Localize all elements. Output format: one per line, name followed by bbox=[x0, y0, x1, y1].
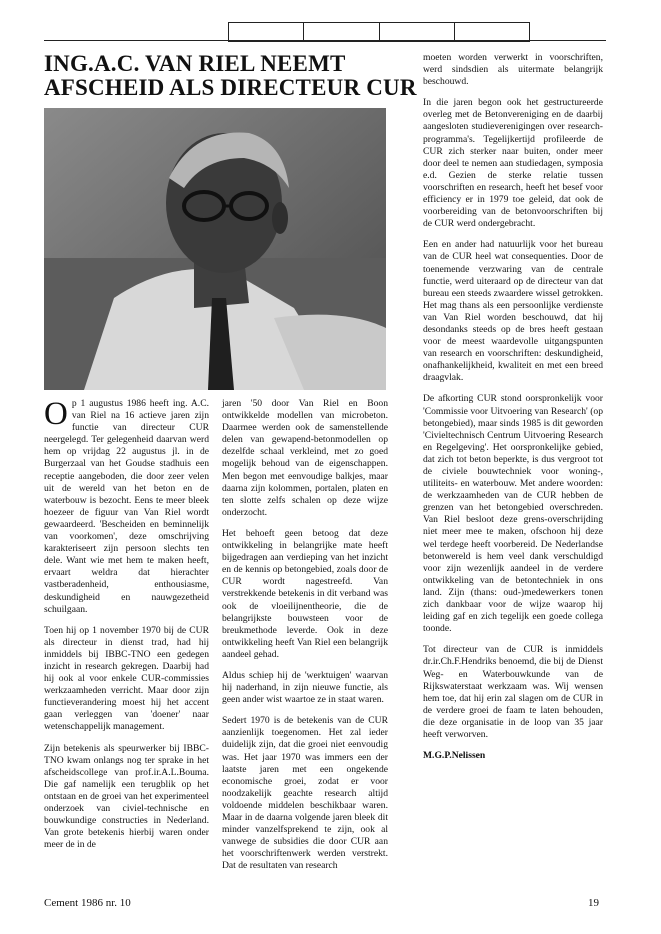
paragraph: moeten worden verwerkt in voorschriften, werd sindsdien als uitermate belangrijk beschouwd. bbox=[423, 52, 603, 88]
header-box-cell bbox=[304, 23, 379, 41]
paragraph: Het behoeft geen betoog dat deze ontwikkeling in belangrijke mate heeft bijgedragen aan verdieping van het inzicht en de kennis op betongebied, zoals door de CUR wordt nagestreefd. Van verstrekkende betekenis in dit verband was ook de vloeilijnentheorie, die de belangrijkste bouwsteen voor de breukmethode leverde. Ook in deze ontwikkeling heeft Van Riel een belangrijk aandeel gehad. bbox=[222, 527, 388, 660]
paragraph: De afkorting CUR stond oorspronkelijk voor 'Commissie voor Uitvoering van Research' (op betongebied), maar sinds 1985 is dit geworden 'Civieltechnisch Centrum Uitvoering Research en Regelgeving'. Het oorspronkelijke gebied, dat zich tot beton beperkte, is dus vergroot tot de civiele bouwtechniek voor woning-, utiliteits- en waterbouw. Met andere woorden: de werkzaamheden van de CUR hebben de grenzen van het betongebied overschreden. Van Riel besloot deze grens-overschrijding niet meer mee te maken, ofschoon hij deze wel terdege heeft voorbereid. De Nederlandse betonwereld is hem veel dank verschuldigd voor zijn wezenlijk aandeel in de verdere ontwikkeling van de betontechniek in ons land. Zijn (thans: oud-)medewerkers tonen zich dankbaar voor de wijze waarop hij leiding gaf en zich tegelijk een goede collega toonde. bbox=[423, 393, 603, 635]
header-box-cell bbox=[229, 23, 304, 41]
paragraph-text: p 1 augustus 1986 heeft ing. A.C. van Riel na 16 actieve jaren zijn functie van directeur CUR neergelegd. Ter gelegenheid daarvan werd hem op vrijdag 22 augustus jl. in de Burgerzaal van het Goudse stadhuis een receptie aangeboden, die door zeer velen uit de wereld van het beton en de waterbouw is bezocht. Eens te meer bleek hoezeer de figuur van Van Riel wordt gewaardeerd. 'Bescheiden en beminnelijk van voorkomen', deze omschrijving karakteriseert zijn persoon slechts ten dele. Want wie met hem te maken heeft, ervaart weldra dat hierachter vastberadenheid, enthousiasme, deskundigheid en nauwgezetheid schuilgaan. bbox=[44, 398, 209, 615]
portrait-photo bbox=[44, 108, 386, 390]
column-2 bbox=[222, 398, 388, 881]
paragraph: Sedert 1970 is de betekenis van de CUR aanzienlijk toegenomen. Het zal ieder duidelijk zijn, dat die groei niet eenvoudig was. Het jaar 1970 was immers een der laatste jaren met een ongekende economische groei, zodat er voor noodzakelijk geachte research altijd voldoende middelen beschikbaar waren. Maar in de daarna volgende jaren bleek dit minder vanzelfsprekend te zijn, ook al vanwege de subsidies die door CUR aan het voorschriftenwerk werden verstrekt. Dat de resultaten van research bbox=[222, 715, 388, 872]
paragraph: In die jaren begon ook het gestructureerde overleg met de Betonvereniging en de daarbij aangesloten studieverenigingen over research-programma's. Tegelijkertijd profileerde de CUR zich sterker naar buiten, onder meer door deel te nemen aan studiedagen, symposia e.d. Gezien de sterke relatie tussen voorschriften en research, heeft het besef voor efficiency er in 1979 toe geleid, dat ook de voorbereiding van de betonvoorschriften bij de CUR werd ondergebracht. bbox=[423, 97, 603, 230]
paragraph bbox=[44, 398, 209, 616]
header-rule bbox=[44, 40, 606, 41]
title-line-1: ING.A.C. VAN RIEL NEEMT bbox=[44, 51, 346, 76]
title-line-2: AFSCHEID ALS DIRECTEUR CUR bbox=[44, 75, 417, 100]
paragraph: Toen hij op 1 november 1970 bij de CUR als directeur in dienst trad, had hij inmiddels bij IBBC-TNO een gedegen inzicht in research gekregen. Daarbij had hij ook al voor enkele CUR-commissies werkzaamheden verricht. Maar door zijn functieverandering moest hij het accent gaan verleggen van 'doener' naar wetenschappelijk management. bbox=[44, 624, 209, 733]
paragraph: Aldus schiep hij de 'werktuigen' waarvan hij naderhand, in zijn nieuwe functie, als geen ander wist waartoe ze in staat waren. bbox=[222, 669, 388, 706]
journal-footer: Cement 1986 nr. 10 bbox=[44, 897, 131, 909]
paragraph: jaren '50 door Van Riel en Boon ontwikkelde modellen van microbeton. Daarmee werden ook de samenstellende delen van gewapend-betonmodellen op dezelfde schaal verkleind, met zo goed mogelijk behoud van de eigenschappen. Men begon met eenvoudige balkjes, maar daarna zijn kolommen, portalen, platen en ten slotte zelfs schalen op deze wijze onderzocht. bbox=[222, 398, 388, 518]
paragraph: Een en ander had natuurlijk voor het bureau van de CUR heel wat consequenties. Door de toenemende verzwaring van de centrale functie, werd uiteraard op de directeur van dat bureau een steeds zwaardere wissel getrokken. Het mag thans als een persoonlijke verdienste van Van Riel worden beschouwd, dat hij desondanks steeds op de bres heeft gestaan voor de meest waardevolle uitgangspunten van research en voorschriften: deskundigheid, onafhankelijkheid, kwaliteit en met een breed draagvlak. bbox=[423, 239, 603, 384]
article-title bbox=[44, 51, 417, 100]
column-1 bbox=[44, 398, 209, 860]
header-box bbox=[228, 22, 530, 42]
header-box-cell bbox=[455, 23, 529, 41]
author-signature: M.G.P.Nelissen bbox=[423, 750, 486, 762]
paragraph: Tot directeur van de CUR is inmiddels dr.ir.Ch.F.Hendriks benoemd, die bij de Dienst Weg- en Waterbouwkunde van de Rijkswaterstaat werkzaam was. Wij wensen hem toe, dat hij erin zal slagen om de CUR in de verdere groei de faam te laten behouden, die deze organisatie in de loop van 35 jaar heeft verworven. bbox=[423, 644, 603, 740]
page-number: 19 bbox=[588, 897, 599, 909]
header-box-cell bbox=[380, 23, 455, 41]
paragraph: Zijn betekenis als speurwerker bij IBBC-TNO kwam onlangs nog ter sprake in het afscheidscollege van prof.ir.A.L.Bouma. Die gaf namelijk een terugblik op het ontstaan en de groei van het experimenteel onderzoek van civiel-technische en bouwkundige constructies in Nederland. Van grote betekenis hierbij waren onder meer de in de bbox=[44, 742, 209, 851]
column-3 bbox=[423, 52, 603, 771]
drop-cap: O bbox=[44, 396, 68, 432]
